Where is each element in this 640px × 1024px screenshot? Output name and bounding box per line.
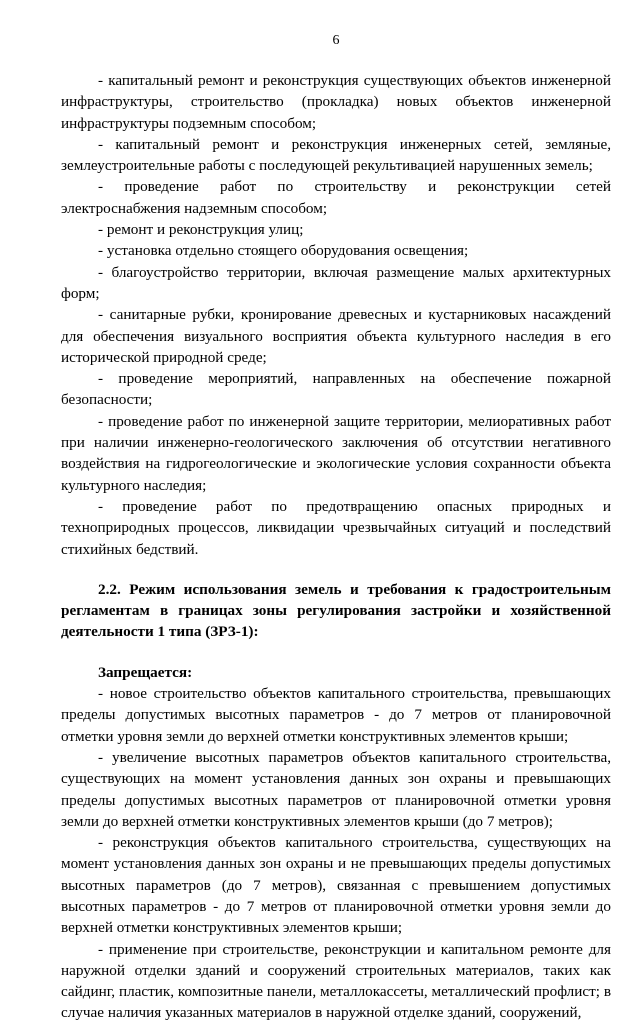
list-item: - капитальный ремонт и реконструкция существующих объектов инженерной инфраструктуры, строительство (прокладка) новых объектов инженерной инфраструктуры подземным способом; <box>61 72 611 132</box>
spacer <box>61 560 611 579</box>
list-item: - ремонт и реконструкция улиц; <box>98 221 304 239</box>
list-item: - проведение работ по строительству и реконструкции сетей электроснабжения надземным способом; <box>61 178 611 217</box>
list-item: - проведение работ по инженерной защите территории, мелиоративных работ при наличии инженерно-геологического заключения об отсутствии негативного воздействия на гидрогеологические и экологические условия сохранности объекта культурного наследия; <box>61 412 611 494</box>
list-item: - реконструкция объектов капитального строительства, существующих на момент установления данных зон охраны и не превышающих пределы допустимых высотных параметров (до 7 метров), связанная с превышением допустимых высотных параметров - до 7 метров от планировочной отметки уровня земли до верхней отметки конструктивных элементов крыши; <box>61 834 611 937</box>
spacer <box>61 643 611 662</box>
prohibited-heading: Запрещается: <box>98 663 193 681</box>
permitted-works-list <box>61 70 611 560</box>
prohibited-works-list <box>61 683 611 1024</box>
list-item: - применение при строительстве, реконструкции и капитальном ремонте для наружной отделки зданий и сооружений строительных материалов, таких как сайдинг, пластик, композитные панели, металлокассеты, металлический профлист; в случае наличия указанных материалов в наружной отделке зданий, сооружений, <box>61 940 611 1022</box>
list-item: - увеличение высотных параметров объектов капитального строительства, существующих на момент установления данных зон охраны и превышающих пределы допустимых высотных параметров от планировочной отметки уровня земли до верхней отметки конструктивных элементов крыши (до 7 метров); <box>61 748 611 830</box>
list-item: - санитарные рубки, кронирование древесных и кустарниковых насаждений для обеспечения визуального восприятия объекта культурного наследия в его исторической природной среде; <box>61 306 611 366</box>
list-item: - капитальный ремонт и реконструкция инженерных сетей, земляные, землеустроительные работы с последующей рекультивацией нарушенных земель; <box>61 135 611 175</box>
list-item: - проведение мероприятий, направленных на обеспечение пожарной безопасности; <box>61 370 611 409</box>
section-heading: 2.2. Режим использования земель и требования к градостроительным регламентам в границах зоны регулирования застройки и хозяйственной деятельности 1 типа (ЗРЗ-1): <box>61 580 611 641</box>
page-number: 6 <box>332 33 340 48</box>
document-page <box>61 32 611 1024</box>
list-item: - благоустройство территории, включая размещение малых архитектурных форм; <box>61 263 611 302</box>
list-item: - установка отдельно стоящего оборудования освещения; <box>98 242 469 260</box>
list-item: - проведение работ по предотвращению опасных природных и техноприродных процессов, ликвидации чрезвычайных ситуаций и последствий стихийных бедствий. <box>61 497 611 558</box>
list-item: - новое строительство объектов капитального строительства, превышающих пределы допустимых высотных параметров - до 7 метров от планировочной отметки уровня земли до верхней отметки конструктивных элементов крыши; <box>61 685 611 745</box>
